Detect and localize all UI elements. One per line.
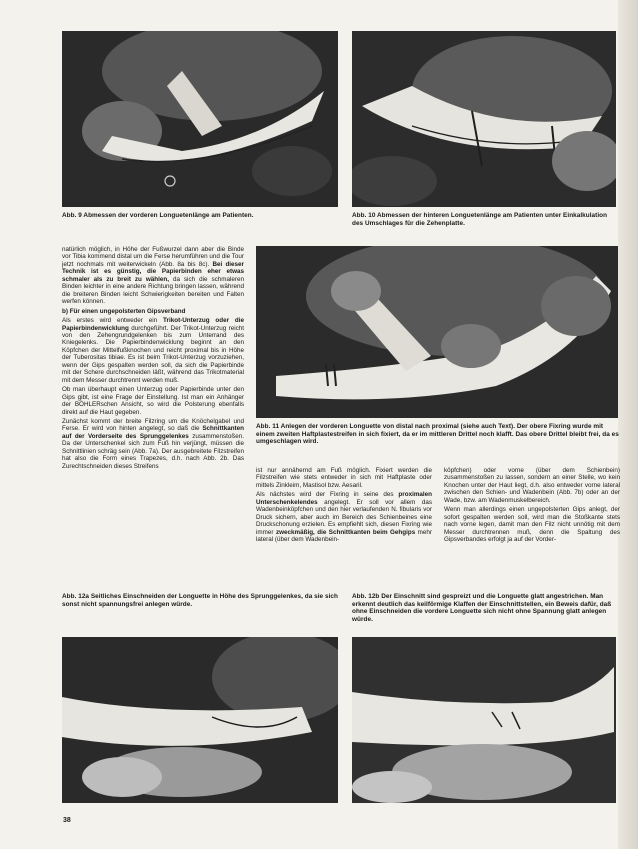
fixring-bold-text: proximalen Unterschenkelendes [256, 491, 432, 506]
paragraph-fixring [256, 491, 432, 543]
caption-abb10: Abb. 10 Abmessen der hinteren Longuetenlänge am Patienten unter Einkalkulation des Umschlages für die Zehenplatte. [352, 212, 608, 227]
photo-abb10-illustration [352, 31, 616, 207]
caption-abb11: Abb. 11 Anlegen der vorderen Longuette von distal nach proximal (siehe auch Text). Der obere Fixring wurde mit einem zweiten Haftplastestreifen in sich fixiert, da er im mittleren Drittel noch klafft. Das obere Drittel bleibt frei, da es umgeschlagen wird. [256, 423, 619, 446]
fixring-text-a: Als nächstes wird der Fixring in seine des [256, 491, 394, 499]
page-edge [618, 0, 638, 849]
page-number: 38 [63, 817, 71, 824]
caption-abb12b: Abb. 12b Der Einschnitt sind gespreizt und die Longuette glatt angestrichen. Man erkennt deutlich das keilförmige Klaffen der Einschnittstellen, ein Beweis dafür, daß ohne Einschneiden die vordere Longuette sich nicht ohne Spannung glatt anlegen würde. [352, 593, 612, 623]
paragraph-unterzug: Ob man überhaupt einen Unterzug oder Papierbinde unter den Gips gibt, ist eine Frage der Einstellung. Ist man ein Anhänger der BÖHLERschen Ansicht, so wird die Polsterung ebenfalls direkt auf die Haut gegeben. [62, 386, 244, 416]
photo-abb12a [62, 637, 338, 803]
paragraph-fixierung: ist nur annähernd am Fuß möglich. Fixiert werden die Filzstreifen wie stets entweder in sich mit Haftplaste oder mittels Zinkleim, Mastisol bzw. Aesaril. [256, 467, 432, 489]
photo-abb12b-illustration [352, 637, 616, 803]
paragraph-intro [62, 246, 244, 306]
photo-abb9-illustration [62, 31, 338, 207]
paragraph-trikot [62, 317, 244, 384]
caption-abb9: Abb. 9 Abmessen der vorderen Longuetenlänge am Patienten. [62, 212, 254, 219]
filzring-text-b: zusammenstoßen. Da der Unterschenkel sich zum Fuß hin verjüngt, müssen die Schnittlinien schräg sein (Abb. 7a). Der ausgebreitete Filzstreifen hat also die Form eines Trapezes, d.h. nach Abb. 2b. Das Zurechtschneiden dieses Streifens [62, 432, 244, 470]
fixring-text-b: angelegt. Er soll vor allem das Wadenbeinköpfchen und den hier verlaufenden N. fibularis vor Druck sichern, aber auch im Bereich des Schienbeines eine Druckschonung erzielen. Es empfiehlt sich, diesen Fixring wie immer [256, 498, 432, 536]
section-heading: b) Für einen ungepolsterten Gipsverband [62, 307, 186, 315]
photo-abb11-illustration [256, 246, 618, 418]
text-column-1 [62, 246, 244, 586]
intro-rest-text: da sich die schmaleren Binden leichter in eine andere Richtung bringen lassen, während die breiteren Binden leicht Schwierigkeiten bereiten und Falten werfen können. [62, 275, 244, 306]
photo-abb12a-illustration [62, 637, 338, 803]
text-column-3 [444, 467, 620, 587]
fixring-bold-text-2: zweckmäßig, die Schnittkanten beim Gehgips [275, 528, 416, 536]
photo-abb9 [62, 31, 338, 207]
intro-bold-text: Bei dieser Technik ist es günstig, die Papierbinden eher etwas schmaler als zu breit zu wählen, [62, 260, 244, 283]
text-column-2 [256, 467, 432, 587]
photo-abb10 [352, 31, 616, 207]
fixring-text-c: mehr lateral (über dem Wadenbein- [256, 528, 432, 544]
trikot-text-b: durchgeführt. Der Trikot-Unterzug reicht von den Zehengrundgelenken bis zum Unterrand des Kniegelenks. Die Papierbindenwicklung beginnt an den Köpfchen der Mittelfußknochen und reicht proximal bis in Höhe der Tuberositas tibiae. Es ist beim Trikot-Unterzug vorzuziehen, wenn der Gips gespalten werden soll, da sich die Papierbinde mit der Schere durchschneiden läßt, während das Trikotmaterial mit dem Messer durchtrennt werden muß. [62, 324, 244, 384]
paragraph-spaltung: Wenn man allerdings einen ungepolsterten Gips anlegt, der sofort gespalten werden soll, wird man die Stoßkante stets nach vorne legen, damit man den Filz nicht unnötig mit dem Messer durchtrennen muß, denn die Spaltung des Gipsverbandes erfolgt ja auf der Vorder- [444, 506, 620, 544]
filzring-bold-text: Schnittkanten auf der Vorderseite des Sprunggelenkes [62, 425, 244, 440]
trikot-text-a: Als erstes wird entweder ein [62, 317, 158, 325]
caption-abb12a: Abb. 12a Seitliches Einschneiden der Longuette in Höhe des Sprunggelenkes, da sie sich sonst nicht spannungsfrei anlegen würde. [62, 593, 338, 608]
intro-text: natürlich möglich, in Höhe der Fußwurzel dann aber die Binde vor Tibia kommend distal um die Ferse herumführen und die Tour jetzt nochmals mit weiterwickeln (Abb. 8a bis 8c). [62, 246, 244, 268]
photo-abb11 [256, 246, 618, 418]
filzring-text-a: Zunächst kommt der breite Filzring um die Knöchelgabel und Ferse. Er wird von hinten angelegt, so daß die [62, 417, 244, 433]
trikot-bold-text: Trikot-Unterzug oder die Papierbindenwicklung [62, 317, 244, 332]
photo-abb12b [352, 637, 616, 803]
paragraph-filzring [62, 418, 244, 470]
paragraph-stoss: köpfchen) oder vorne (über dem Schienbein) zusammenstoßen zu lassen, sondern an einer Stelle, wo kein Knochen unter der Haut liegt, d.h. also entweder vorne lateral zwischen den Schien- und Wadenbein (Abb. 7b) oder an der Wade, bzw. am Wadenmuskelbereich. [444, 467, 620, 504]
